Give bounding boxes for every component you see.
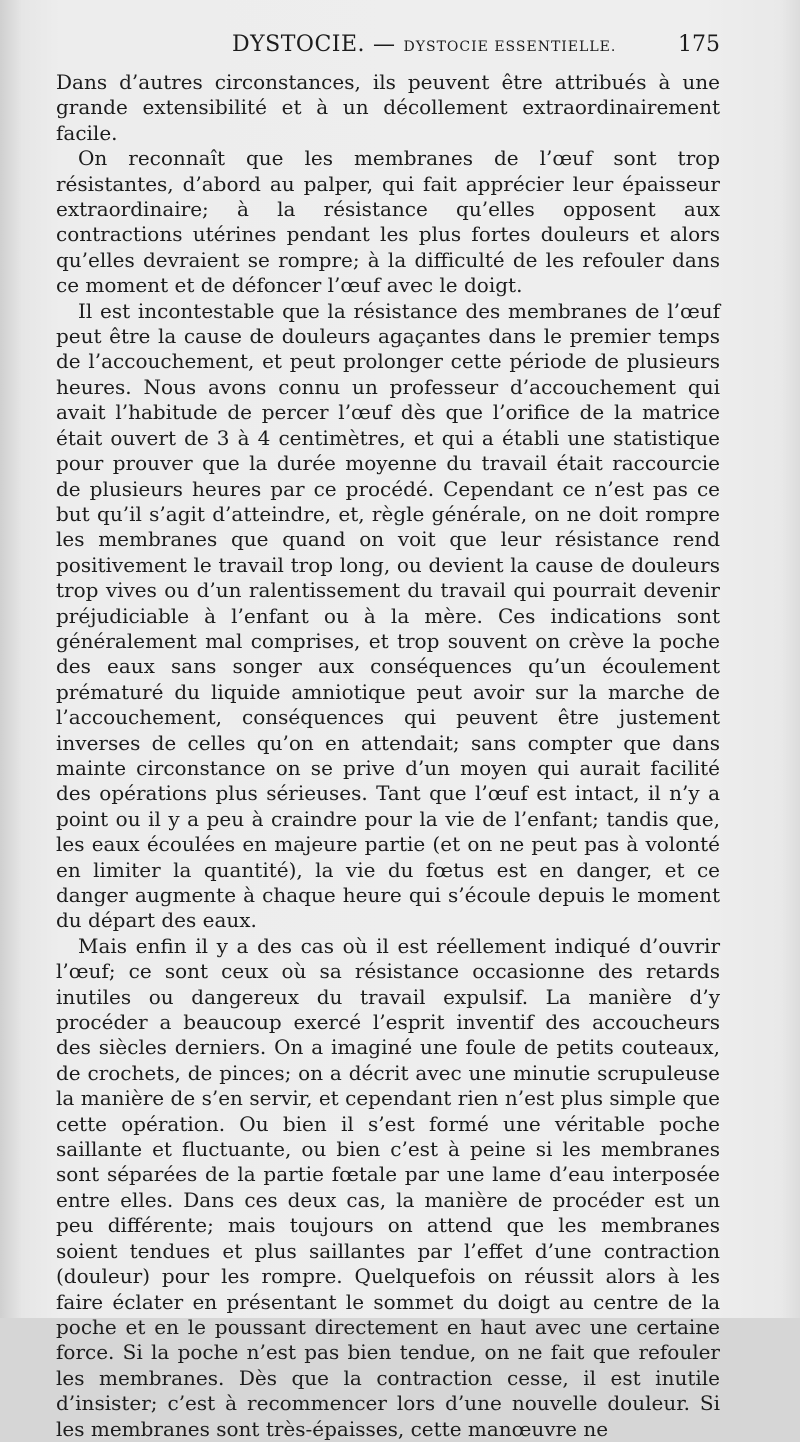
paragraph-2: On reconnaît que les membranes de l’œuf sont trop résistantes, d’abord au palper, qui fait apprécier leur épaisseur extraordinaire; à la résistance qu’elles opposent aux contractions utérines pendant les plus fortes douleurs et alors qu’elles devraient se rompre; à la difficulté de les refouler dans ce moment et de défoncer l’œuf avec le doigt. <box>56 146 720 298</box>
running-title <box>232 32 616 57</box>
paragraph-3: Il est incontestable que la résistance des membranes de l’œuf peut être la cause de douleurs agaçantes dans le premier temps de l’accouchement, et peut prolonger cette période de plusieurs heures. Nous avons connu un professeur d’accouchement qui avait l’habitude de percer l’œuf dès que l’orifice de la matrice était ouvert de 3 à 4 centimètres, et qui a établi une statistique pour prouver que la durée moyenne du travail était raccourcie de plusieurs heures par ce procédé. Cependant ce n’est pas ce but qu’il s’agit d’atteindre, et, règle générale, on ne doit rompre les membranes que quand on voit que leur résistance rend positivement le travail trop long, ou devient la cause de douleurs trop vives ou d’un ralentissement du travail qui pourrait devenir préjudiciable à l’enfant ou à la mère. Ces indications sont généralement mal comprises, et trop souvent on crève la poche des eaux sans songer aux conséquences qu’un écoulement prématuré du liquide amniotique peut avoir sur la marche de l’accouchement, conséquences qui peuvent être justement inverses de celles qu’on en attendait; sans compter que dans mainte circonstance on se prive d’un moyen qui aurait facilité des opérations plus sérieuses. Tant que l’œuf est intact, il n’y a point ou il y a peu à craindre pour la vie de l’enfant; tandis que, les eaux écoulées en majeure partie (et on ne peut pas à volonté en limiter la quantité), la vie du fœtus est en danger, et ce danger augmente à chaque heure qui s’écoule depuis le moment du départ des eaux. <box>56 298 720 933</box>
paragraph-4: Mais enfin il y a des cas où il est réellement indiqué d’ouvrir l’œuf; ce sont ceux où sa résistance occasionne des retards inutiles ou dangereux du travail expulsif. La manière d’y procéder a beaucoup exercé l’esprit inventif des accoucheurs des siècles derniers. On a imaginé une foule de petits couteaux, de crochets, de pinces; on a décrit avec une minutie scrupuleuse la manière de s’en servir, et cependant rien n’est plus simple que cette opération. Ou bien il s’est formé une véritable poche saillante et fluctuante, ou bien c’est à peine si les membranes sont séparées de la partie fœtale par une lame d’eau interposée entre elles. Dans ces deux cas, la manière de procéder est un peu différente; mais toujours on attend que les membranes soient tendues et plus saillantes par l’effet d’une contraction (douleur) pour les rompre. Quelquefois on réussit alors à les faire éclater en présentant le sommet du doigt au centre de la poche et en le poussant directement en haut avec une certaine force. Si la poche n’est pas bien tendue, on ne fait que refouler les membranes. Dès que la contraction cesse, il est inutile d’insister; c’est à recommencer lors d’une nouvelle douleur. Si les membranes sont très-épaisses, cette manœuvre ne <box>56 933 720 1441</box>
running-title-main: DYSTOCIE. <box>232 32 366 57</box>
page-header <box>56 32 720 68</box>
paragraph-1: Dans d’autres circonstances, ils peuvent être attribués à une grande extensibilité et à un décollement extraordinairement facile. <box>56 70 720 145</box>
page-body <box>56 70 720 1442</box>
running-title-separator: — <box>373 32 396 57</box>
page-number: 175 <box>678 32 720 57</box>
running-title-subtitle: DYSTOCIE ESSENTIELLE. <box>403 39 617 55</box>
